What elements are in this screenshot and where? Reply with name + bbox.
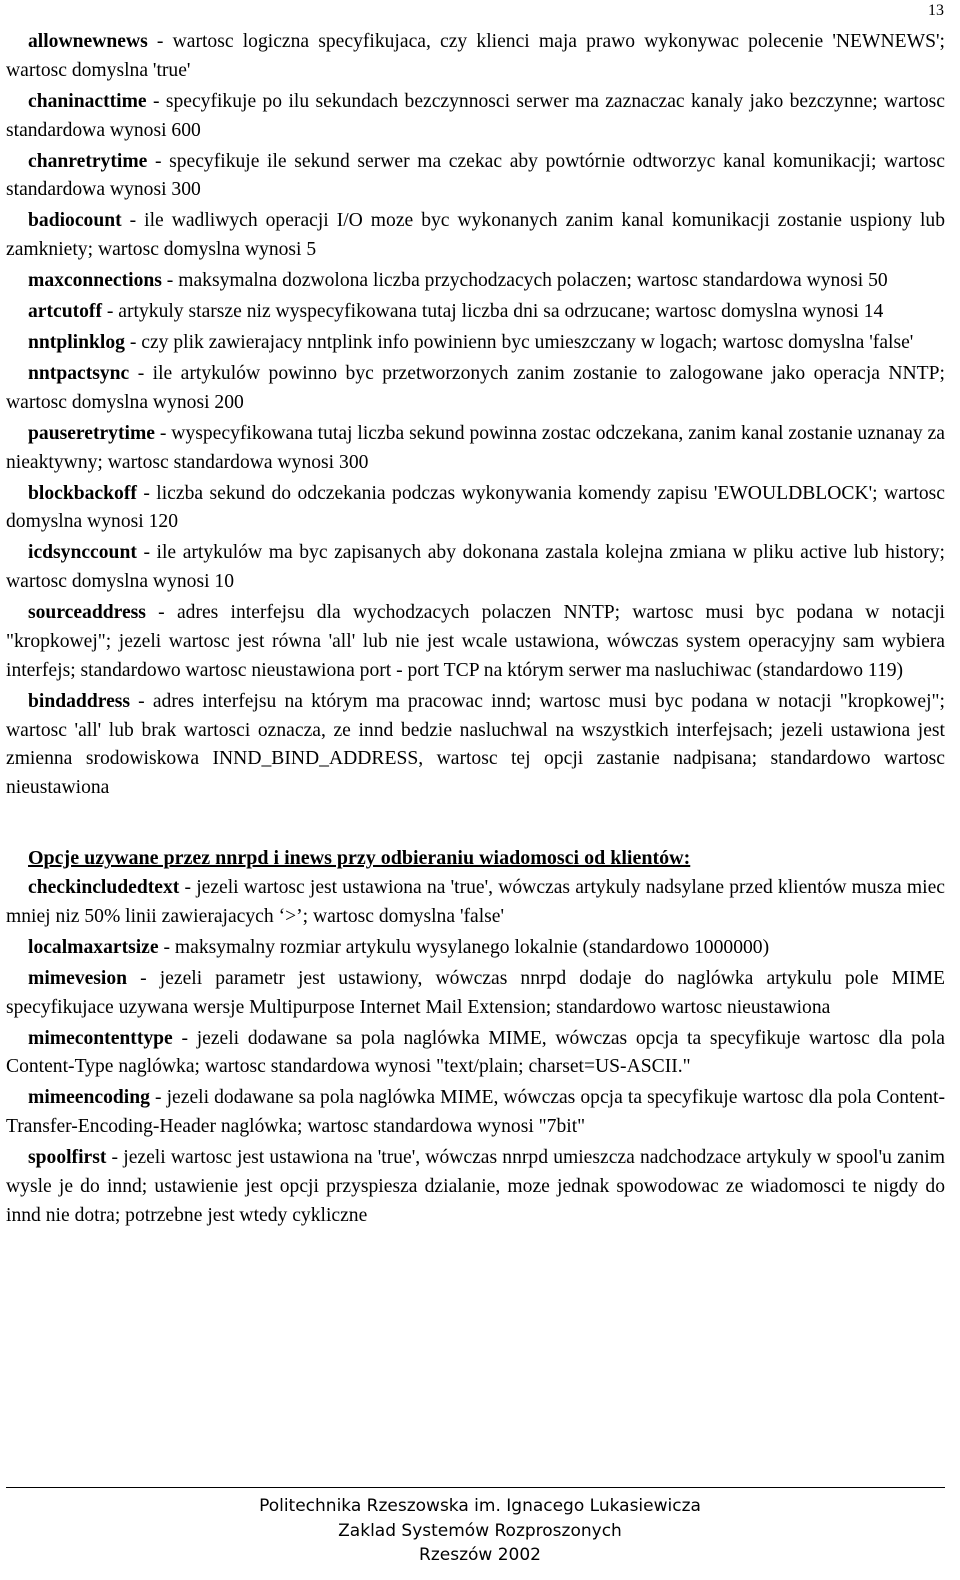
option-description: - liczba sekund do odczekania podczas wykonywania komendy zapisu 'EWOULDBLOCK'; wartosc domyslna wynosi 120 <box>6 482 945 533</box>
footer-place-year: Rzeszów 2002 <box>419 1545 541 1565</box>
page-number: 13 <box>928 2 944 19</box>
page-content <box>6 28 945 1233</box>
option-description: - wartosc logiczna specyfikujaca, czy klienci maja prawo wykonywac polecenie 'NEWNEWS'; wartosc domyslna 'true' <box>6 31 945 81</box>
option-entry <box>6 1025 945 1083</box>
option-entry <box>6 88 945 146</box>
option-term: spoolfirst <box>28 1147 107 1169</box>
option-term: localmaxartsize <box>28 936 159 958</box>
option-term: bindaddress <box>28 690 131 712</box>
option-entry <box>6 599 945 685</box>
option-description: - jezeli wartosc jest ustawiona na 'true', wówczas artykuly nadsylane przed klientów musza miec mniej niz 50% linii zawierajacych ‘>’; wartosc domyslna 'false' <box>6 876 945 927</box>
option-description: - jezeli dodawane sa pola naglówka MIME, wówczas opcja ta specyfikuje wartosc dla pola Content-Transfer-Encoding-Header naglówka; wartosc standardowa wynosi "7bit" <box>6 1087 945 1138</box>
footer-department: Zaklad Systemów Rozproszonych <box>338 1520 622 1541</box>
option-description: - ile artykulów powinno byc przetworzonych zanim zostanie to zalogowane jako operacja NNTP; wartosc domyslna wynosi 200 <box>6 363 945 413</box>
page-footer <box>0 1494 960 1568</box>
option-entry <box>6 934 945 963</box>
option-term: checkincludedtext <box>28 876 180 898</box>
option-entry <box>6 1084 945 1142</box>
option-entry <box>6 267 945 296</box>
option-term: sourceaddress <box>28 602 146 624</box>
option-description: - artykuly starsze niz wyspecyfikowana tutaj liczba dni sa odrzucane; wartosc domyslna wynosi 14 <box>101 301 884 323</box>
option-term: maxconnections <box>28 270 162 292</box>
option-description: - jezeli wartosc jest ustawiona na 'true', wówczas nnrpd umieszcza nadchodzace artykuly w spool'u zanim wysle je do innd; ustawienie jest opcji przyspiesza dzialanie, moze jednak spowodowac ze wiadomosci te nigdy do innd nie dotra; potrzebne jest wtedy cykliczne <box>6 1147 945 1226</box>
option-description: - jezeli parametr jest ustawiony, wówczas nnrpd dodaje do naglówka artykulu pole MIME specyfikujace uzywana wersje Multipurpose Internet Mail Extension; standardowo wartosc nieustawiona <box>6 967 945 1018</box>
option-term: pauseretrytime <box>28 422 155 444</box>
option-entry <box>6 28 945 86</box>
option-entry <box>6 207 945 265</box>
option-entry <box>6 480 945 538</box>
option-entry <box>6 539 945 597</box>
option-description: - specyfikuje ile sekund serwer ma czekac aby powtórnie odtworzyc kanal komunikacji; wartosc standardowa wynosi 300 <box>6 150 945 201</box>
option-entry <box>6 874 945 932</box>
option-term: nntplinklog <box>28 332 125 354</box>
option-term: mimecontenttype <box>28 1027 173 1049</box>
footer-institution: Politechnika Rzeszowska im. Ignacego Lukasiewicza <box>259 1496 701 1516</box>
option-term: badiocount <box>28 210 122 232</box>
option-description: - maksymalny rozmiar artykulu wysylanego lokalnie (standardowo 1000000) <box>158 936 770 958</box>
option-entry <box>6 1144 945 1230</box>
footer-divider <box>6 1487 945 1488</box>
option-entry <box>6 965 945 1023</box>
option-description: - specyfikuje po ilu sekundach bezczynnosci serwer ma zaznaczac kanaly jako bezczynne; wartosc standardowa wynosi 600 <box>6 90 945 141</box>
option-term: nntpactsync <box>28 363 130 385</box>
option-description: - jezeli dodawane sa pola naglówka MIME, wówczas opcja ta specyfikuje wartosc dla pola Content-Type naglówka; wartosc standardowa wynosi "text/plain; charset=US-ASCII." <box>6 1027 945 1078</box>
option-term: mimeencoding <box>28 1087 150 1109</box>
section-heading: Opcje uzywane przez nnrpd i inews przy odbieraniu wiadomosci od klientów: <box>28 846 691 869</box>
option-entry <box>6 329 945 358</box>
option-description: - adres interfejsu na którym ma pracowac innd; wartosc musi byc podana w notacji "kropkowej"; wartosc 'all' lub brak wartosci oznacza, ze innd bedzie nasluchwal na wszystkich interfejsach; jezeli ustawiona jest zmienna srodowiskowa INND_BIND_ADDRESS, wartosc tej opcji zastanie nadpisana; standardowo wartosc nieustawiona <box>6 690 945 799</box>
option-term: chaninacttime <box>28 90 147 112</box>
option-term: blockbackoff <box>28 482 137 504</box>
option-term: icdsynccount <box>28 542 137 564</box>
option-description: - ile wadliwych operacji I/O moze byc wykonanych zanim kanal komunikacji zostanie uspiony lub zamkniety; wartosc domyslna wynosi 5 <box>6 210 945 261</box>
option-entry <box>6 360 945 418</box>
option-description: - maksymalna dozwolona liczba przychodzacych polaczen; wartosc standardowa wynosi 50 <box>161 270 888 292</box>
option-entry <box>6 688 945 803</box>
option-term: chanretrytime <box>28 150 148 172</box>
option-term: allownewnews <box>28 31 148 52</box>
option-entry <box>6 148 945 206</box>
option-entry <box>6 298 945 327</box>
option-description: - czy plik zawierajacy nntplink info powinienn byc umieszczany w logach; wartosc domyslna 'false' <box>124 332 914 354</box>
option-entry <box>6 420 945 478</box>
option-term: artcutoff <box>28 301 102 323</box>
option-description: - ile artykulów ma byc zapisanych aby dokonana zastala kolejna zmiana w pliku active lub history; wartosc domyslna wynosi 10 <box>6 542 945 593</box>
option-term: mimevesion <box>28 967 128 989</box>
option-description: - wyspecyfikowana tutaj liczba sekund powinna zostac odczekana, zanim kanal zostanie uznanay za nieaktywny; wartosc standardowa wynosi 300 <box>6 422 945 473</box>
option-description: - adres interfejsu dla wychodzacych polaczen NNTP; wartosc musi byc podana w notacji "kropkowej"; jezeli wartosc jest równa 'all' lub nie jest wcale ustawiona, wówczas system operacyjny sam wybiera interfejs; standardowo wartosc nieustawiona port - port TCP na którym serwer ma nasluchiwac (standardowo 119) <box>6 602 945 681</box>
